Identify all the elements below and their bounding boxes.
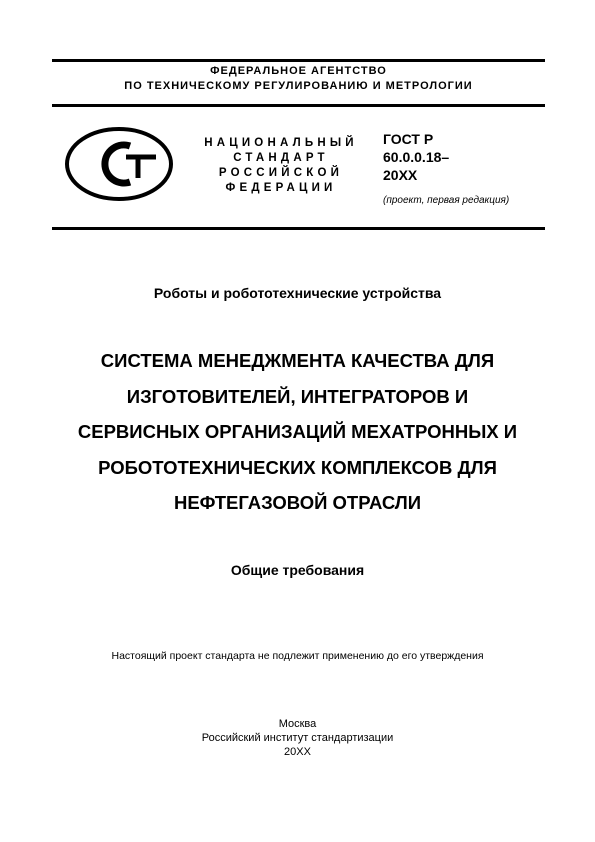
standard-type <box>196 136 366 196</box>
imprint-year: 20XX <box>284 746 311 758</box>
imprint-publisher: Российский институт стандартизации <box>201 732 394 744</box>
designation-line-3: 20XX <box>383 167 418 183</box>
agency-line-2: ПО ТЕХНИЧЕСКОМУ РЕГУЛИРОВАНИЮ И МЕТРОЛОГИИ <box>124 80 473 92</box>
document-subject: Роботы и робототехнические устройства <box>153 285 442 301</box>
title-line-5: НЕФТЕГАЗОВОЙ ОТРАСЛИ <box>173 492 422 513</box>
document-title <box>0 343 595 521</box>
title-line-4: РОБОТОТЕХНИЧЕСКИХ КОМПЛЕКСОВ ДЛЯ <box>98 456 497 478</box>
imprint-city: Москва <box>278 718 317 730</box>
imprint <box>0 717 595 759</box>
standard-designation <box>383 130 449 184</box>
title-line-3: СЕРВИСНЫХ ОРГАНИЗАЦИЙ МЕХАТРОННЫХ И <box>77 421 518 442</box>
approval-notice: Настоящий проект стандарта не подлежит применению до его утверждения <box>111 650 484 662</box>
document-subtitle: Общие требования <box>230 562 365 578</box>
designation-line-2: 60.0.0.18– <box>383 149 450 165</box>
standard-type-line-2: СТАНДАРТ <box>233 152 329 164</box>
header-rule <box>52 104 545 107</box>
masthead-bottom-rule <box>52 227 545 230</box>
designation-line-1: ГОСТ Р <box>383 131 434 147</box>
title-line-2: ИЗГОТОВИТЕЛЕЙ, ИНТЕГРАТОРОВ И <box>126 385 469 407</box>
agency-header <box>52 64 545 94</box>
rst-emblem-icon <box>64 126 174 202</box>
agency-line-1: ФЕДЕРАЛЬНОЕ АГЕНТСТВО <box>210 65 387 77</box>
standard-type-line-4: ФЕДЕРАЦИИ <box>225 182 337 194</box>
standard-type-line-1: НАЦИОНАЛЬНЫЙ <box>204 137 358 149</box>
draft-note: (проект, первая редакция) <box>383 195 510 206</box>
standard-type-line-3: РОССИЙСКОЙ <box>218 167 344 179</box>
top-rule <box>52 59 545 62</box>
title-line-1: СИСТЕМА МЕНЕДЖМЕНТА КАЧЕСТВА ДЛЯ <box>100 350 495 371</box>
